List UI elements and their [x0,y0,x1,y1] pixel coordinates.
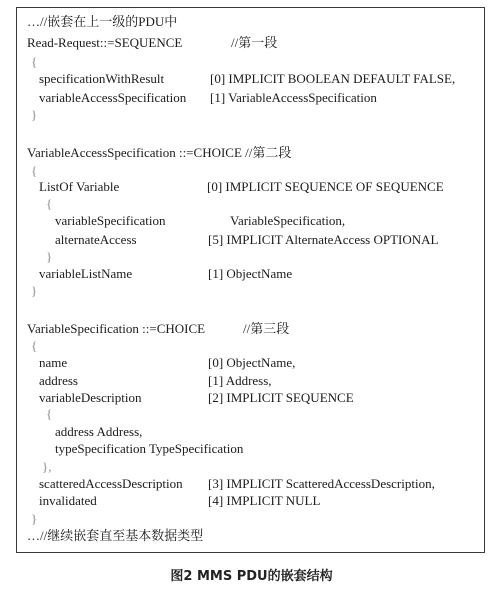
field-type: VariableSpecification, [230,213,346,228]
field-name: alternateAccess [55,232,137,247]
open-brace: { [46,406,53,421]
comment-nested-in-pdu: …//嵌套在上一级的PDU中 [27,14,178,29]
field-name: variableSpecification [55,213,166,228]
field-name: address [39,373,78,388]
field-type: [2] IMPLICIT SEQUENCE [208,390,354,405]
field-type: [0] IMPLICIT SEQUENCE OF SEQUENCE [207,179,444,194]
field-type: [0] IMPLICIT BOOLEAN DEFAULT FALSE, [210,71,456,86]
code-listing-frame [16,7,485,553]
field-name: ListOf Variable [39,179,120,194]
field-name: address Address, [55,424,143,439]
field-name: scatteredAccessDescription [39,476,183,491]
field-type: [1] VariableAccessSpecification [210,90,377,105]
comment-section-1: //第一段 [231,35,278,50]
field-name: name [39,355,68,370]
field-name: variableAccessSpecification [39,90,187,105]
variable-specification-definition: VariableSpecification ::=CHOICE [27,321,206,336]
read-request-definition: Read-Request::=SEQUENCE [27,35,183,50]
close-brace: }, [42,459,52,474]
field-name: invalidated [39,493,97,508]
field-type: [5] IMPLICIT AlternateAccess OPTIONAL [208,232,439,247]
variable-access-specification-definition: VariableAccessSpecification ::=CHOICE //第二段 [27,145,292,160]
close-brace: } [31,511,38,526]
field-name: variableListName [39,266,133,281]
field-type: [1] Address, [208,373,272,388]
field-name: variableDescription [39,390,142,405]
open-brace: { [31,163,38,178]
comment-continue-nesting: …//继续嵌套直至基本数据类型 [27,528,204,543]
figure-caption: 图2 MMS PDU的嵌套结构 [170,569,333,584]
close-brace: } [31,107,38,122]
close-brace: } [46,249,53,264]
open-brace: { [31,338,38,353]
close-brace: } [31,283,38,298]
field-type: [4] IMPLICIT NULL [208,493,321,508]
comment-section-3: //第三段 [243,321,290,336]
field-type: [0] ObjectName, [208,355,296,370]
field-name: specificationWithResult [39,71,165,86]
open-brace: { [46,196,53,211]
field-name: typeSpecification TypeSpecification [55,441,244,456]
open-brace: { [31,54,38,69]
field-type: [3] IMPLICIT ScatteredAccessDescription, [208,476,435,491]
field-type: [1] ObjectName [208,266,293,281]
